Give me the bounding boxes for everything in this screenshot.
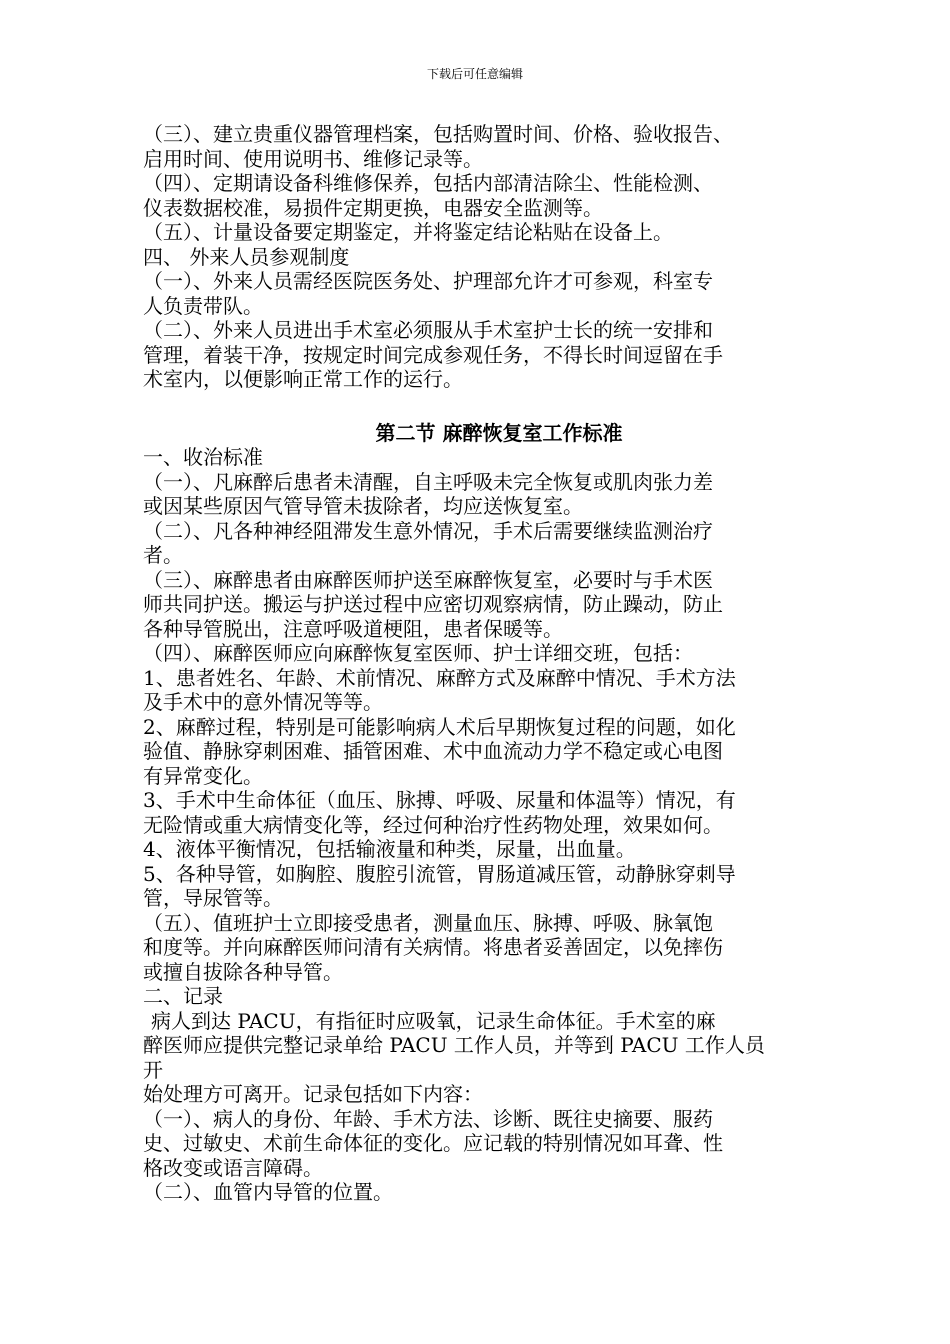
text-line: 术室内，以便影响正常工作的运行。 [143, 367, 463, 391]
page-header: 下载后可任意编辑 [426, 67, 523, 81]
text-line: （五）、计量设备要定期鉴定，并将鉴定结论粘贴在设备上。 [143, 220, 673, 244]
section-title: 第二节 麻醉恢复室工作标准 [375, 420, 623, 445]
text-line: 管理，着装干净，按规定时间完成参观任务，不得长时间逗留在手 [143, 342, 723, 367]
text-line: 开 [143, 1057, 163, 1082]
text-line: 或因某些原因气管导管未拔除者，均应送恢复室。 [143, 494, 583, 518]
text-line: 2、麻醉过程，特别是可能影响病人术后早期恢复过程的问题，如化 [143, 714, 736, 739]
text-line: 管，导尿管等。 [143, 886, 283, 910]
text-line: 有异常变化。 [143, 763, 263, 788]
text-line: 和度等。并向麻醉医师问清有关病情。将患者妥善固定，以免摔伤 [143, 935, 723, 959]
text-line: （一）、凡麻醉后患者未清醒，自主呼吸未完全恢复或肌肉张力差 [143, 469, 713, 494]
part1-block [143, 122, 815, 392]
text-line: 二、记录 [143, 984, 223, 1008]
text-line: 醉医师应提供完整记录单给 PACU 工作人员，并等到 PACU 工作人员 [143, 1033, 765, 1057]
text-line: 或擅自拔除各种导管。 [143, 959, 343, 984]
text-line: （二）、凡各种神经阻滞发生意外情况，手术后需要继续监测治疗 [143, 518, 713, 543]
part2-block [143, 445, 815, 1009]
part3-block [143, 1009, 815, 1205]
text-line: 启用时间、使用说明书、维修记录等。 [143, 146, 483, 171]
text-line: 及手术中的意外情况等等。 [143, 690, 383, 714]
text-line: （三）、麻醉患者由麻醉医师护送至麻醉恢复室，必要时与手术医 [143, 567, 713, 592]
text-line: 仪表数据校准，易损件定期更换，电器安全监测等。 [143, 195, 603, 220]
text-line: （二）、外来人员进出手术室必须服从手术室护士长的统一安排和 [143, 318, 713, 342]
text-line: （五）、值班护士立即接受患者，测量血压、脉搏、呼吸、脉氧饱 [143, 910, 713, 935]
text-line: （一）、外来人员需经医院医务处、护理部允许才可参观，科室专 [143, 269, 713, 293]
text-line: （三）、建立贵重仪器管理档案，包括购置时间、价格、验收报告、 [143, 122, 733, 146]
text-line: 始处理方可离开。记录包括如下内容： [143, 1082, 483, 1106]
text-line: 4、液体平衡情况，包括输液量和种类，尿量，出血量。 [143, 837, 636, 861]
text-line: 一、收治标准 [143, 445, 263, 469]
text-line: 格改变或语言障碍。 [143, 1155, 323, 1180]
text-line: （四）、麻醉医师应向麻醉恢复室医师、护士详细交班，包括： [143, 641, 693, 665]
text-line: 史、过敏史、术前生命体征的变化。应记载的特别情况如耳聋、性 [143, 1131, 723, 1155]
text-line: （一）、病人的身份、年龄、手术方法、诊断、既往史摘要、服药 [143, 1106, 713, 1131]
text-line: 3、手术中生命体征（血压、脉搏、呼吸、尿量和体温等）情况，有 [143, 788, 736, 812]
text-line: 验值、静脉穿刺困难、插管困难、术中血流动力学不稳定或心电图 [143, 739, 723, 763]
text-line: 5、各种导管，如胸腔、腹腔引流管，胃肠道减压管，动静脉穿刺导 [143, 861, 736, 886]
text-line: 者。 [143, 543, 183, 567]
document-body [143, 122, 815, 1205]
text-line: 人负责带队。 [143, 293, 263, 318]
text-line-indented: 病人到达 PACU，有指征时应吸氧，记录生命体征。手术室的麻 [151, 1008, 716, 1033]
text-line: 无险情或重大病情变化等，经过何种治疗性药物处理，效果如何。 [143, 812, 723, 837]
text-line: 四、 外来人员参观制度 [143, 244, 350, 269]
text-line: 师共同护送。搬运与护送过程中应密切观察病情，防止躁动，防止 [143, 592, 723, 616]
text-line: （四）、定期请设备科维修保养，包括内部清洁除尘、性能检测、 [143, 171, 713, 195]
text-line: 1、患者姓名、年龄、术前情况、麻醉方式及麻醉中情况、手术方法 [143, 665, 736, 690]
text-line: （二）、血管内导管的位置。 [143, 1180, 393, 1204]
text-line: 各种导管脱出，注意呼吸道梗阻，患者保暖等。 [143, 616, 563, 641]
